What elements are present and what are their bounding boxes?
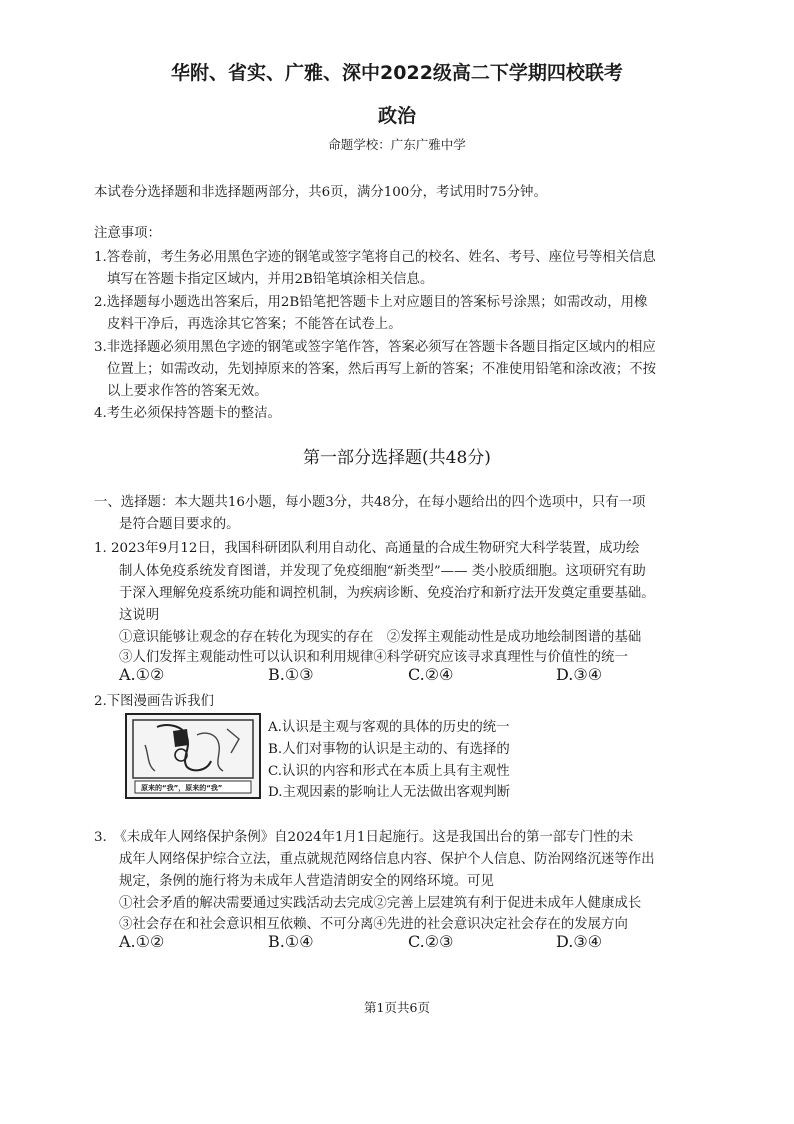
q3-option-a: A.①② — [119, 932, 165, 951]
q2-option-c: C.认识的内容和形式在本质上具有主观性 — [268, 764, 510, 779]
setter-school: 命题学校：广东广雅中学 — [328, 137, 466, 152]
q3-stem-line: 成年人网络保护综合立法，重点就规范网络信息内容、保护个人信息、防治网络沉迷等作出 — [119, 852, 655, 867]
q3-statement: ③社会存在和社会意识相互依赖、不可分离④先进的社会意识决定社会存在的发展方向 — [119, 917, 628, 932]
q2-option-b: B.人们对事物的认识是主动的、有选择的 — [268, 742, 510, 757]
note-line: 皮料干净后，再选涂其它答案；不能答在试卷上。 — [107, 317, 402, 332]
note-line: 2.选择题每小题选出答案后，用2B铅笔把答题卡上对应题目的答案标号涂黑；如需改动，用橡 — [94, 295, 648, 310]
q3-stem-line: 规定，条例的施行将为未成年人营造清朗安全的网络环境。可见 — [119, 874, 494, 889]
exam-intro: 本试卷分选择题和非选择题两部分，共6页，满分100分，考试用时75分钟。 — [94, 185, 547, 200]
q1-stem-line: 1. 2023年9月12日，我国科研团队利用自动化、高通量的合成生物研究大科学装置，成功绘 — [94, 541, 640, 556]
q3-stem-line: 3. 《未成年人网络保护条例》自2024年1月1日起施行。这是我国出台的第一部专门性的未 — [94, 830, 634, 845]
cartoon-image — [125, 713, 261, 799]
note-line: 填写在答题卡指定区域内，并用2B铅笔填涂相关信息。 — [107, 272, 434, 287]
q3-option-c: C.②③ — [408, 932, 454, 951]
q2-option-a: A.认识是主观与客观的具体的历史的统一 — [268, 720, 510, 735]
note-line: 1.答卷前，考生务必用黑色字迹的钢笔或签字笔将自己的校名、姓名、考号、座位号等相关信息 — [94, 250, 656, 265]
note-line: 位置上；如需改动，先划掉原来的答案，然后再写上新的答案；不准使用铅笔和涂改液；不按 — [107, 362, 657, 377]
q1-stem-line: 于深入理解免疫系统功能和调控机制，为疾病诊断、免疫治疗和新疗法开发奠定重要基础。 — [119, 586, 655, 601]
part1-instruction: 是符合题目要求的。 — [119, 517, 240, 532]
q1-statement: ①意识能够让观念的存在转化为现实的存在 ②发挥主观能动性是成功地绘制图谱的基础 — [119, 630, 642, 645]
part1-title: 第一部分选择题(共48分) — [303, 448, 491, 468]
q2-stem: 2.下图漫画告诉我们 — [94, 694, 214, 709]
q2-option-d: D.主观因素的影响让人无法做出客观判断 — [268, 785, 511, 800]
subject-title: 政治 — [377, 105, 416, 127]
note-line: 以上要求作答的答案无效。 — [107, 384, 268, 399]
cartoon-caption: 原来的“我”，原来的“我” — [141, 784, 223, 792]
q1-option-c: C.②④ — [408, 665, 454, 684]
q1-option-a: A.①② — [119, 665, 165, 684]
q1-stem-line: 制人体免疫系统发育图谱，并发现了免疫细胞“新类型”—— 类小胶质细胞。这项研究有助 — [119, 564, 646, 579]
note-line: 4.考生必须保持答题卡的整洁。 — [94, 406, 281, 421]
notes-heading: 注意事项： — [94, 226, 161, 241]
q1-stem-line: 这说明 — [119, 608, 160, 623]
q1-option-d: D.③④ — [556, 665, 603, 684]
q3-statement: ①社会矛盾的解决需要通过实践活动去完成②完善上层建筑有利于促进未成年人健康成长 — [119, 896, 642, 911]
page-footer: 第1页共6页 — [364, 1000, 430, 1015]
q3-option-d: D.③④ — [556, 932, 603, 951]
exam-title: 华附、省实、广雅、深中2022级高二下学期四校联考 — [171, 62, 623, 84]
q1-option-b: B.①③ — [268, 665, 314, 684]
q3-option-b: B.①④ — [268, 932, 314, 951]
part1-instruction: 一、选择题：本大题共16小题，每小题3分，共48分，在每小题给出的四个选项中，只有一项 — [94, 495, 646, 510]
q1-statement: ③人们发挥主观能动性可以认识和利用规律④科学研究应该寻求真理性与价值性的统一 — [119, 650, 628, 665]
note-line: 3.非选择题必须用黑色字迹的钢笔或签字笔作答，答案必须写在答题卡各题目指定区域内的相应 — [94, 340, 656, 355]
